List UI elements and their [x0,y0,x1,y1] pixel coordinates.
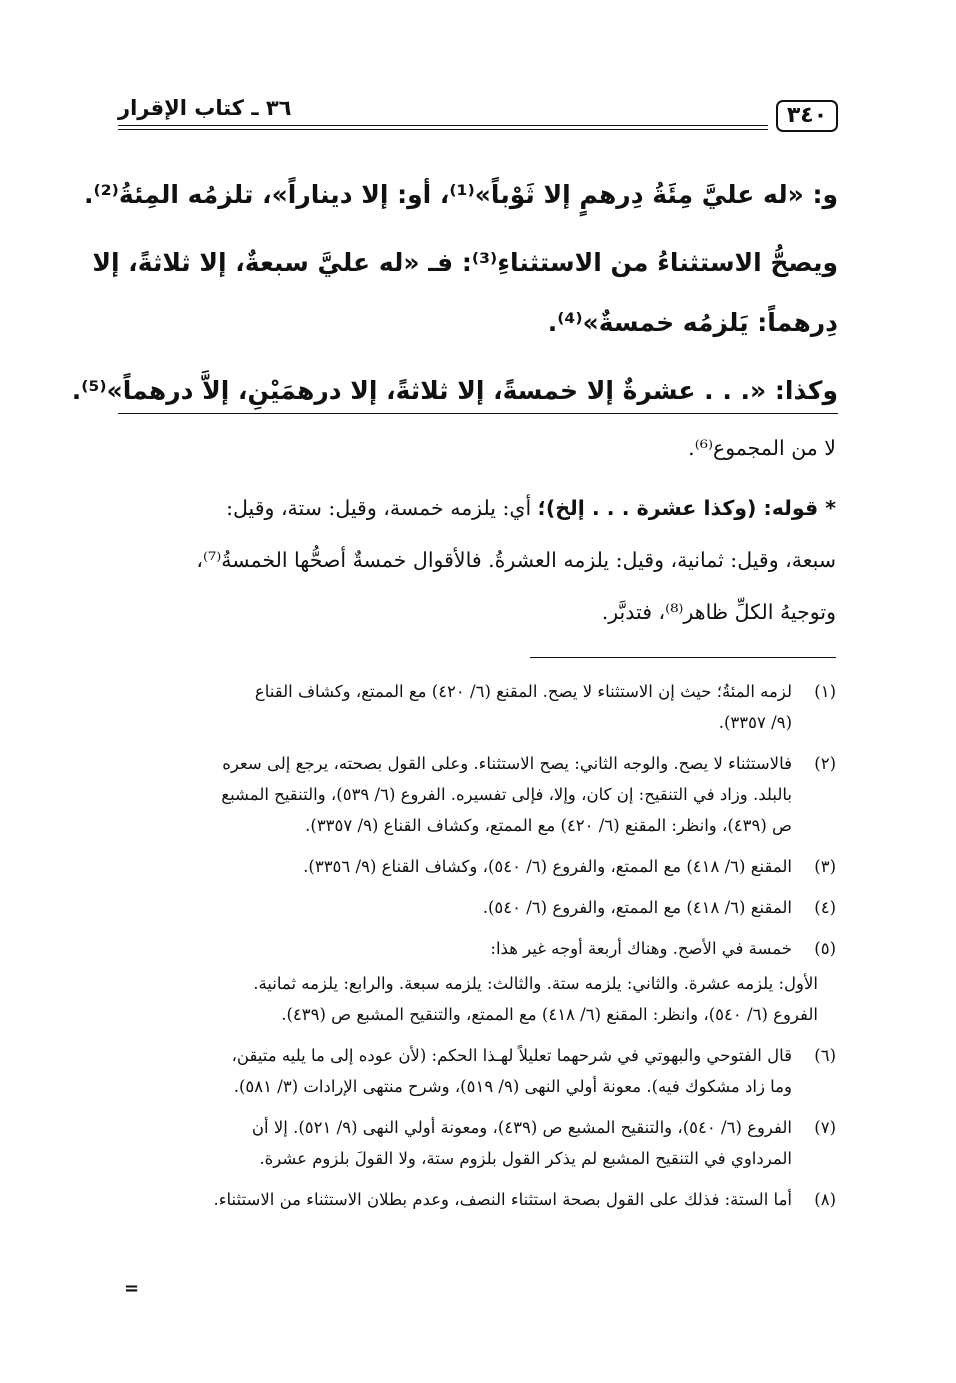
footnote-line: قال الفتوحي والبهوتي في شرحهما تعليلاً لهـذا الحكم: (لأن عوده إلى ما يليه متيقن، [231,1046,792,1065]
page-number: ٣٤٠ [776,100,838,132]
footnote-3 [118,851,836,882]
footnote-1 [118,676,836,738]
header-rule-double [118,129,768,130]
footnote-line: ص (٤٣٩)، وانظر: المقنع (٦/ ٤٢٠) مع الممتع، وكشاف القناع (٩/ ٣٣٥٧). [305,816,792,835]
matn-line: و: «له عليَّ مِئَةُ دِرهمٍ إلا ثَوْباً»⁽¹⁾، أو: إلا ديناراً»، تلزمُه المِئةُ⁽²⁾. [83,180,838,209]
commentary-heading: * قوله: (وكذا عشرة . . . إلخ)؛ [537,496,836,520]
continuation-mark: = [124,1278,140,1299]
footnote-line: بالبلد. وزاد في التنقيح: إن كان، وإلا، فإلى تفسيره. الفروع (٦/ ٥٣٩)، والتنقيح المشبع [221,785,792,804]
footnotes [118,676,836,1225]
matn-line: وكذا: «. . . عشرةٌ إلا خمسةً، إلا ثلاثةً، إلا درهمَيْنِ، إلاَّ درهماً»⁽⁵⁾. [71,376,838,405]
footnote-5 [118,933,836,964]
running-title: ٣٦ ـ كتاب الإقرار [118,96,292,120]
footnote-8 [118,1184,836,1215]
footnote-line: خمسة في الأصح. وهناك أربعة أوجه غير هذا: [490,939,792,958]
footnote-line: الفروع (٦/ ٥٤٠)، والتنقيح المشبع ص (٤٣٩)، ومعونة أولي النهى (٩/ ٥٢١). إلا أن [251,1118,792,1137]
footnote-line: فالاستثناء لا يصح. والوجه الثاني: يصح الاستثناء. وعلى القول بصحته، يرجع إلى سعره [222,754,792,773]
footnote-number: (٥) [814,939,836,958]
main-text [71,165,838,421]
footnote-number: (٨) [814,1190,836,1209]
footnote-line: أما الستة: فذلك على القول بصحة استثناء النصف، وعدم بطلان الاستثناء من الاستثناء. [213,1190,792,1209]
footnote-2 [118,748,836,841]
footnote-line: المقنع (٦/ ٤١٨) مع الممتع، والفروع (٦/ ٥٤٠). [482,898,792,917]
commentary-line: سبعة، وقيل: ثمانية، وقيل: يلزمه العشرةُ. فالأقوال خمسةٌ أصحُّها الخمسةُ⁽⁷⁾، [196,548,836,572]
footnote-line: المقنع (٦/ ٤١٨) مع الممتع، والفروع (٦/ ٥٤٠)، وكشاف القناع (٩/ ٣٣٥٦). [303,857,792,876]
footnote-line: الفروع (٦/ ٥٤٠)، وانظر: المقنع (٦/ ٤١٨) مع الممتع، والتنقيح المشبع ص (٤٣٩). [281,1005,818,1024]
footnote-divider [530,657,836,658]
commentary-text: أي: يلزمه خمسة، وقيل: ستة، وقيل: [226,496,538,520]
footnote-4 [118,892,836,923]
header-rule [118,125,768,126]
footnote-line: لزمه المئةُ؛ حيث إن الاستثناء لا يصح. المقنع (٦/ ٤٢٠) مع الممتع، وكشاف القناع [254,682,792,701]
footnote-number: (٤) [814,898,836,917]
footnote-number: (٦) [814,1046,836,1065]
matn-line: ويصحُّ الاستثناءُ من الاستثناءِ⁽³⁾: فـ «له عليَّ سبعةٌ، إلا ثلاثةً، إلا [92,248,838,277]
footnote-line: وما زاد مشكوك فيه). معونة أولي النهى (٩/ ٥١٩)، وشرح منتهى الإرادات (٣/ ٥٨١). [233,1077,792,1096]
footnote-6 [118,1040,836,1102]
commentary-line [118,482,836,534]
footnote-line: المرداوي في التنقيح المشبع لم يذكر القول بلزوم ستة، ولا القولَ بلزوم عشرة. [259,1149,792,1168]
footnote-7 [118,1112,836,1174]
page-header [118,98,838,138]
footnote-line: (٩/ ٣٣٥٧). [718,713,792,732]
footnote-number: (١) [814,682,836,701]
footnote-number: (٣) [814,857,836,876]
commentary [118,422,836,638]
commentary-line: لا من المجموع⁽⁶⁾. [688,436,836,460]
text-divider [118,413,838,414]
footnote-number: (٧) [814,1118,836,1137]
matn-line: دِرهماً: يَلزمُه خمسةٌ»⁽⁴⁾. [547,308,838,337]
footnote-line: الأول: يلزمه عشرة. والثاني: يلزمه ستة. والثالث: يلزمه سبعة. والرابع: يلزمه ثمانية. [253,974,818,993]
footnote-5-continuation [118,968,836,1030]
footnote-number: (٢) [814,754,836,773]
commentary-line: وتوجيهُ الكلِّ ظاهر⁽⁸⁾، فتدبَّر. [601,600,836,624]
